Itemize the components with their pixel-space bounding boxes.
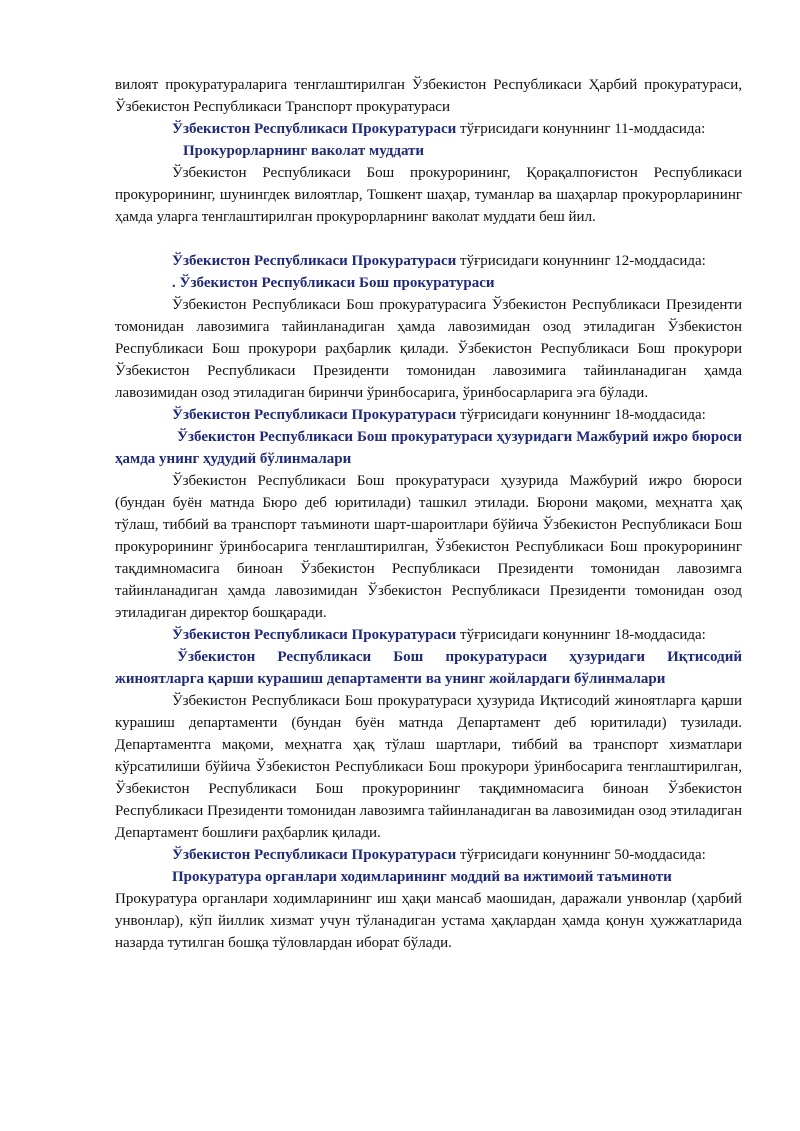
article-ref: тўғрисидаги конуннинг 18-моддасида: (456, 407, 706, 423)
section-title-social-security: Прокуратура органлари ходимларининг моддий ва ижтимоий таъминоти (172, 869, 672, 885)
law-article-12-heading (115, 250, 742, 272)
article-ref: тўғрисидаги конуннинг 18-моддасида: (456, 627, 706, 643)
law-article-11-heading (115, 118, 742, 140)
law-name: Ўзбекистон Республикаси Прокуратураси (172, 627, 457, 643)
paragraph-2: Ўзбекистон Республикаси Бош прокурорининг, Қорақалпоғистон Республикаси прокурорининг, шунингдек вилоятлар, Тошкент шаҳар, туманлар ва шаҳарлар прокурорларининг ҳамда уларга тенглаштирилган прокурорларнинг ваколат муддати беш йил. (115, 165, 742, 225)
law-article-50-heading (115, 844, 742, 866)
section-title-term: Прокурорларнинг ваколат муддати (183, 143, 425, 159)
law-article-18-heading-a (115, 404, 742, 426)
article-ref: тўғрисидаги конуннинг 50-моддасида: (456, 847, 706, 863)
article-ref: тўғрисидаги конуннинг 11-моддасида: (456, 121, 706, 137)
law-name: Ўзбекистон Республикаси Прокуратураси (172, 847, 457, 863)
section-title-general-prosecutor: . Ўзбекистон Республикаси Бош прокуратураси (172, 275, 495, 291)
document-page (115, 74, 742, 954)
law-name: Ўзбекистон Республикаси Прокуратураси (172, 253, 457, 269)
paragraph-1: вилоят прокуратураларига тенглаштирилган Ўзбекистон Республикаси Ҳарбий прокуратураси, Ўзбекистон Республикаси Транспорт прокуратураси (115, 77, 742, 115)
article-ref: тўғрисидаги конуннинг 12-моддасида: (456, 253, 706, 269)
law-article-18-heading-b (115, 624, 742, 646)
paragraph-5: Ўзбекистон Республикаси Бош прокуратураси ҳузурида Иқтисодий жиноятларга қарши курашиш департаменти (бундан буён матнда Департамент деб юритилади) тузилади. Департаментга мақоми, меҳнатга ҳақ тўлаш шартлари, тиббий ва транспорт хизматлари кўрсатилиши бўйича Ўзбекистон Республикаси Бош прокурори ўринбосарига тенглаштирилган, Ўзбекистон Республикаси Бош прокурорининг тақдимномасига биноан Ўзбекистон Республикаси Президенти томонидан лавозимга тайинланадиган ва лавозимидан озод этиладиган Департамент бошлиғи раҳбарлик қилади. (115, 693, 742, 841)
paragraph-3: Ўзбекистон Республикаси Бош прокуратурасига Ўзбекистон Республикаси Президенти томонидан лавозимига тайинланадиган ҳамда лавозимидан озод этиладиган Ўзбекистон Республикаси Бош прокурори раҳбарлик қилади. Ўзбекистон Республикаси Бош прокурори Ўзбекистон Республикаси Президенти томонидан лавозимига тайинланадиган ҳамда лавозимидан озод этиладиган биринчи ўринбосарига, ўринбосарларига эга бўлади. (115, 297, 742, 401)
law-name: Ўзбекистон Республикаси Прокуратураси (172, 407, 457, 423)
paragraph-6: Прокуратура органлари ходимларининг иш ҳақи мансаб маошидан, даражали унвонлар (ҳарбий унвонлар), кўп йиллик хизмат учун тўланадиган устама ҳақлардан ҳамда қонун ҳужжатларида назарда тутилган бошқа тўловлардан иборат бўлади. (115, 891, 742, 951)
section-title-economic-crimes: Ўзбекистон Республикаси Бош прокуратураси ҳузуридаги Иқтисодий жиноятларга қарши курашиш департаменти ва унинг жойлардаги бўлинмалари (115, 649, 742, 687)
section-title-enforcement-bureau: Ўзбекистон Республикаси Бош прокуратураси ҳузуридаги Мажбурий ижро бюроси ҳамда унинг ҳудудий бўлинмалари (115, 429, 742, 467)
law-name: Ўзбекистон Республикаси Прокуратураси (172, 121, 457, 137)
paragraph-4: Ўзбекистон Республикаси Бош прокуратураси ҳузурида Мажбурий ижро бюроси (бундан буён матнда Бюро деб юритилади) ташкил этилади. Бюрони мақоми, меҳнатга ҳақ тўлаш, тиббий ва транспорт таъминоти шарт-шароитлари бўйича Ўзбекистон Республикаси Бош прокурорининг ўринбосарига тенглаштирилган, Ўзбекистон Республикаси Бош прокурорининг тақдимномасига биноан Ўзбекистон Республикаси Президенти томонидан лавозимга тайинланадиган ҳамда лавозимидан Ўзбекистон Республикаси Президенти томонидан озод этиладиган директор бошқаради. (115, 473, 742, 621)
